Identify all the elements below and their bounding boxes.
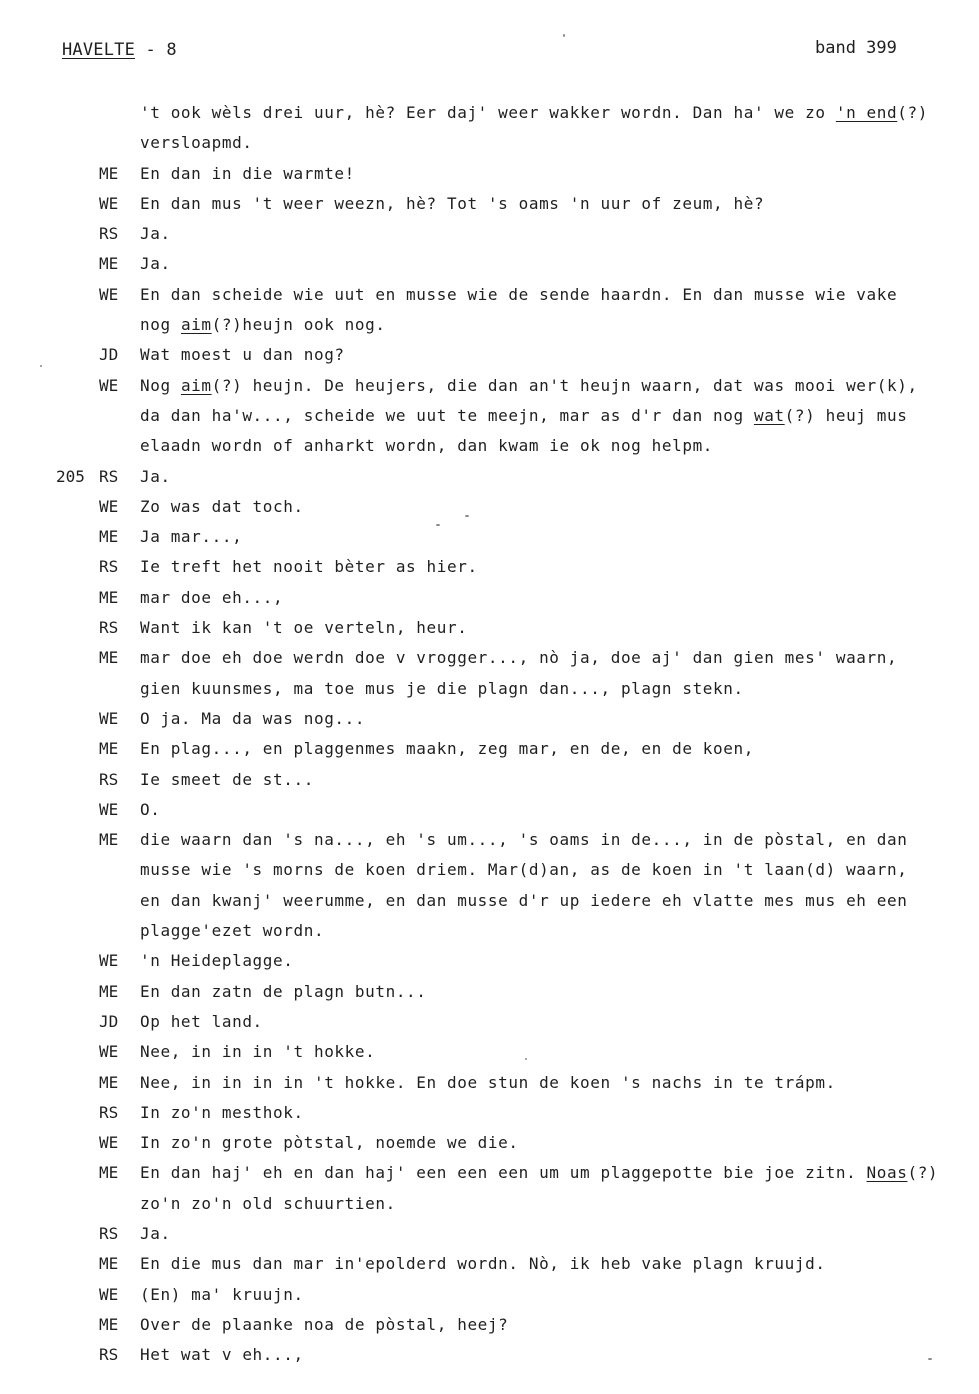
speaker-code: ME [99,1314,119,1334]
speaker-code: ME [99,739,119,759]
speaker-code: WE [99,951,119,971]
transcript-line [0,1189,979,1219]
transcript-line [0,1037,979,1067]
scan-speck [40,365,42,367]
utterance-text [140,1068,836,1098]
transcript-line [0,765,979,795]
utterance-text [140,583,283,613]
text-segment: gien kuunsmes, ma toe mus je die plagn dan..., plagn stekn. [140,678,744,698]
text-segment: En plag..., en plaggenmes maakn, zeg mar, en de, en de koen, [140,739,754,759]
text-segment: mar doe eh..., [140,587,284,607]
utterance-text [140,98,928,128]
transcript-line [0,795,979,825]
utterance-text [140,795,160,825]
utterance-text [140,1310,508,1340]
transcript-line [0,371,979,401]
text-segment: plagge'ezet wordn. [140,921,325,941]
speaker-code: ME [99,1163,119,1183]
utterance-text [140,643,897,673]
transcript-line [0,1219,979,1249]
text-segment: Op het land. [140,1011,263,1031]
utterance-text [140,1249,826,1279]
utterance-text [140,613,467,643]
scan-speck [465,515,469,517]
page-header-left [62,40,177,60]
text-segment: musse wie 's morns de koen driem. Mar(d)an, as de koen in 't laan(d) waarn, [140,860,908,880]
text-segment: mar doe eh doe werdn doe v vrogger..., nò ja, doe aj' dan gien mes' waarn, [140,648,898,668]
underlined-uncertain-word: aim [180,375,212,395]
text-segment: Ja. [140,254,171,274]
transcript-line [0,946,979,976]
text-segment: Wat moest u dan nog? [140,345,345,365]
speaker-code: ME [99,830,119,850]
utterance-text [140,1037,375,1067]
transcript-line [0,401,979,431]
utterance-text [140,1189,396,1219]
transcript-line [0,734,979,764]
transcript-line [0,249,979,279]
scan-speck [563,34,565,37]
text-segment: en dan kwanj' weerumme, en dan musse d'r up iedere eh vlatte mes mus eh een [140,890,908,910]
utterance-text [140,1158,938,1188]
utterance-text [140,946,294,976]
utterance-text [140,310,386,340]
utterance-text [140,340,345,370]
utterance-text [140,1219,171,1249]
scan-speck [928,1358,932,1360]
underlined-uncertain-word: Noas [866,1163,908,1183]
speaker-code: ME [99,527,119,547]
text-segment: die waarn dan 's na..., eh 's um..., 's oams in de..., in de pòstal, en dan [140,830,908,850]
utterance-text [140,734,754,764]
utterance-text [140,765,314,795]
transcript-line [0,1158,979,1188]
transcript-line [0,643,979,673]
text-segment: In zo'n mesthok. [140,1102,304,1122]
utterance-text [140,128,253,158]
transcript-line [0,977,979,1007]
text-segment: zo'n zo'n old schuurtien. [140,1193,396,1213]
transcript-line [0,431,979,461]
transcript-line [0,1068,979,1098]
utterance-text [140,492,304,522]
header-separator: - [135,40,167,60]
speaker-code: RS [99,618,119,638]
utterance-text [140,674,744,704]
text-segment: 't ook wèls drei uur, hè? Eer daj' weer wakker wordn. Dan ha' we zo [140,103,836,122]
page-number: 8 [166,40,177,60]
text-segment: (En) ma' kruujn. [140,1284,304,1304]
speaker-code: RS [99,466,119,486]
utterance-text [140,916,324,946]
text-segment: Nog [140,375,181,395]
transcript-line [0,159,979,189]
transcript-line [0,128,979,158]
transcript-line [0,1128,979,1158]
utterance-text [140,552,478,582]
transcript-line [0,492,979,522]
speaker-code: ME [99,254,119,274]
utterance-text [140,1128,519,1158]
speaker-code: ME [99,1072,119,1092]
transcript-line [0,462,979,492]
speaker-code: JD [99,1011,119,1031]
transcript-line [0,825,979,855]
utterance-text [140,371,918,401]
transcript-line [0,219,979,249]
speaker-code: ME [99,981,119,1001]
text-segment: En dan in die warmte! [140,163,355,183]
utterance-text [140,249,171,279]
text-segment: da dan ha'w..., scheide we uut te meejn, mar as d'r dan nog [140,405,754,425]
transcript-line [0,855,979,885]
transcript-line [0,1340,979,1370]
text-segment: O. [140,799,161,819]
text-segment: Ie treft het nooit bèter as hier. [140,557,478,577]
utterance-text [140,825,907,855]
speaker-code: RS [99,769,119,789]
utterance-text [140,159,355,189]
text-segment: En dan haj' eh en dan haj' een een een um um plaggepotte bie joe zitn. [140,1163,867,1183]
text-segment: Over de plaanke noa de pòstal, heej? [140,1314,509,1334]
speaker-code: WE [99,1133,119,1153]
speaker-code: ME [99,648,119,668]
utterance-text [140,401,907,431]
speaker-code: WE [99,708,119,728]
transcript-line [0,1310,979,1340]
text-segment: (?) heuj mus [784,405,908,425]
text-segment: (?) [907,1163,939,1183]
utterance-text [140,189,764,219]
text-segment: 'n Heideplagge. [140,951,294,971]
speaker-code: ME [99,163,119,183]
transcript-line [0,1280,979,1310]
transcript-line [0,613,979,643]
utterance-text [140,704,365,734]
speaker-code: WE [99,1042,119,1062]
transcript-body [0,98,979,1370]
document-title: HAVELTE [62,40,136,60]
transcript-line [0,1007,979,1037]
band-label: band 399 [815,38,897,58]
text-segment: En dan zatn de plagn butn... [140,981,427,1001]
speaker-code: WE [99,375,119,395]
speaker-code: ME [99,1254,119,1274]
text-segment: nog [140,315,181,335]
utterance-text [140,977,427,1007]
utterance-text [140,855,907,885]
speaker-code: RS [99,1102,119,1122]
utterance-text [140,1340,304,1370]
text-segment: versloapmd. [140,133,253,153]
text-segment: O ja. Ma da was nog... [140,708,366,728]
speaker-code: WE [99,193,119,213]
transcript-line [0,189,979,219]
transcript-line [0,98,979,128]
text-segment: Nee, in in in in 't hokke. En doe stun de koen 's nachs in te trápm. [140,1072,836,1092]
text-segment: Zo was dat toch. [140,496,304,516]
transcript-line [0,552,979,582]
utterance-text [140,522,242,552]
text-segment: En dan scheide wie uut en musse wie de sende haardn. En dan musse wie vake [140,284,898,304]
transcript-line [0,1098,979,1128]
text-segment: Ie smeet de st... [140,769,314,789]
speaker-code: WE [99,1284,119,1304]
transcript-line [0,340,979,370]
text-segment: Het wat v eh..., [140,1345,304,1365]
speaker-code: RS [99,557,119,577]
speaker-code: RS [99,1345,119,1365]
underlined-uncertain-word: 'n end [835,103,898,122]
line-number: 205 [56,466,85,486]
transcript-line [0,704,979,734]
transcript-line [0,522,979,552]
utterance-text [140,1007,263,1037]
text-segment: In zo'n grote pòtstal, noemde we die. [140,1133,519,1153]
text-segment: Want ik kan 't oe verteln, heur. [140,618,468,638]
speaker-code: WE [99,799,119,819]
text-segment: En die mus dan mar in'epolderd wordn. Nò, ik heb vake plagn kruujd. [140,1254,826,1274]
transcript-line [0,674,979,704]
underlined-uncertain-word: wat [753,405,785,425]
transcript-line [0,583,979,613]
text-segment: elaadn wordn of anharkt wordn, dan kwam ie ok nog helpm. [140,436,714,456]
utterance-text [140,462,171,492]
text-segment: Ja. [140,224,171,244]
text-segment: (?)heujn ook nog. [211,315,386,335]
underlined-uncertain-word: aim [180,315,212,335]
text-segment: (?) [897,103,928,122]
speaker-code: RS [99,224,119,244]
text-segment: Nee, in in in 't hokke. [140,1042,376,1062]
speaker-code: WE [99,496,119,516]
transcript-line [0,1249,979,1279]
transcript-line [0,310,979,340]
utterance-text [140,1280,304,1310]
speaker-code: WE [99,284,119,304]
text-segment: Ja mar..., [140,527,243,547]
scan-speck [436,524,440,526]
utterance-text [140,886,907,916]
utterance-text [140,280,897,310]
transcript-line [0,280,979,310]
scan-speck [525,1058,527,1060]
utterance-text [140,431,713,461]
text-segment: Ja. [140,466,171,486]
text-segment: En dan mus 't weer weezn, hè? Tot 's oams 'n uur of zeum, hè? [140,193,765,213]
utterance-text [140,219,171,249]
speaker-code: RS [99,1223,119,1243]
transcript-line [0,916,979,946]
text-segment: (?) heujn. De heujers, die dan an't heujn waarn, dat was mooi wer(k), [211,375,918,395]
transcript-line [0,886,979,916]
speaker-code: JD [99,345,119,365]
utterance-text [140,1098,304,1128]
speaker-code: ME [99,587,119,607]
text-segment: Ja. [140,1223,171,1243]
